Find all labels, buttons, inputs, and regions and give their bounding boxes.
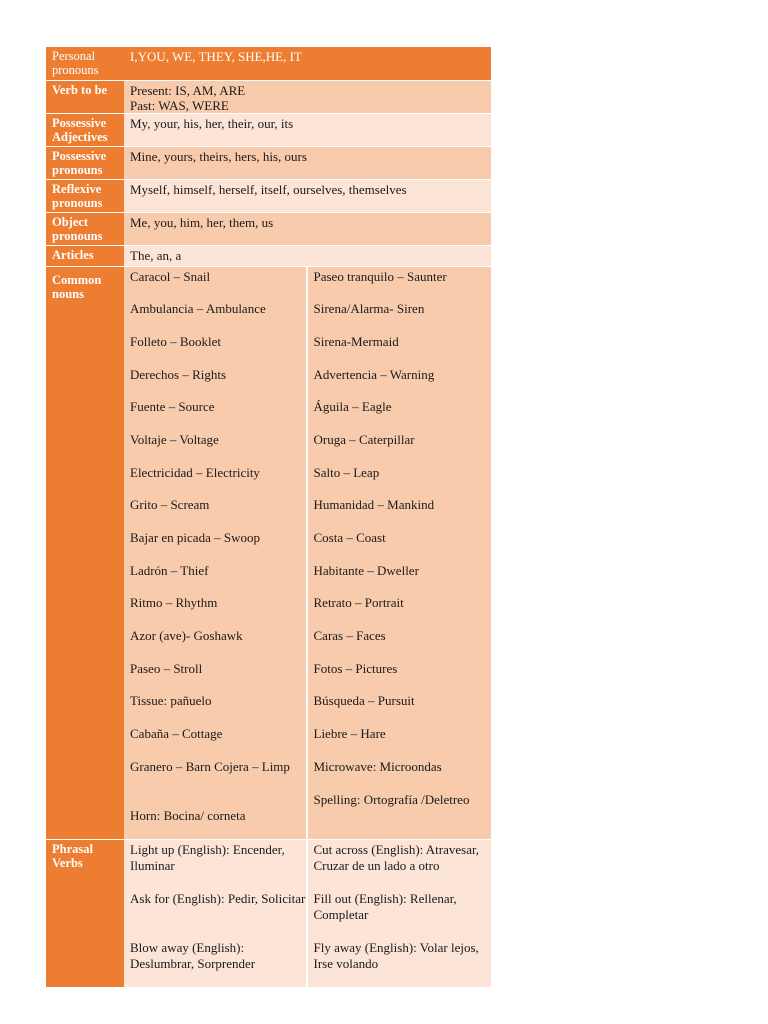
list-item: Ask for (English): Pedir, Solicitar	[130, 891, 306, 906]
verb-to-be-past: Past: WAS, WERE	[130, 97, 229, 113]
list-item: Habitante – Dweller	[313, 562, 419, 578]
value-verb-to-be	[124, 80, 491, 113]
label-verb-to-be: Verb to be	[46, 80, 124, 113]
list-item: Cut across (English): Atravesar, Cruzar de un lado a otro	[313, 842, 480, 873]
row-object-pronouns	[46, 212, 491, 245]
label-personal-pronouns: Personal pronouns	[46, 47, 124, 80]
row-possessive-pronouns	[46, 146, 491, 179]
phrasal-verbs-right-column	[308, 840, 492, 987]
list-item: Light up (English): Encender, Iluminar	[130, 842, 285, 873]
common-nouns-cell	[124, 266, 491, 840]
list-item: Spelling: Ortografía /Deletreo	[313, 791, 470, 807]
list-item: Granero – Barn Cojera – Limp	[130, 758, 290, 774]
common-nouns-columns	[124, 267, 491, 840]
list-item: Cabaña – Cottage	[130, 726, 223, 742]
list-item: Fuente – Source	[130, 399, 215, 415]
list-item: Salto – Leap	[313, 464, 380, 480]
list-item: Tissue: pañuelo	[130, 693, 212, 709]
phrasal-verbs-left-column	[124, 840, 308, 987]
phrasal-verbs-cell	[124, 840, 491, 988]
list-item: Sirena-Mermaid	[313, 333, 399, 349]
list-item: Retrato – Portrait	[313, 595, 404, 611]
list-item: Microwave: Microondas	[313, 758, 442, 774]
value-object-pronouns: Me, you, him, her, them, us	[124, 212, 491, 245]
list-item: Blow away (English): Deslumbrar, Sorprender	[130, 940, 256, 971]
list-item: Fly away (English): Volar lejos, Irse volando	[313, 940, 479, 971]
row-common-nouns	[46, 266, 491, 840]
list-item: Ambulancia – Ambulance	[130, 301, 266, 317]
list-item: Paseo – Stroll	[130, 660, 203, 676]
row-verb-to-be	[46, 80, 491, 113]
value-reflexive-pronouns: Myself, himself, herself, itself, ourselves, themselves	[124, 179, 491, 212]
label-object-pronouns: Object pronouns	[46, 212, 124, 245]
list-item: Advertencia – Warning	[313, 366, 435, 382]
value-possessive-pronouns: Mine, yours, theirs, hers, his, ours	[124, 146, 491, 179]
list-item: Derechos – Rights	[130, 366, 227, 382]
list-item: Horn: Bocina/ corneta	[130, 808, 246, 824]
verb-to-be-present: Present: IS, AM, ARE	[130, 82, 246, 98]
label-common-nouns: Common nouns	[46, 266, 124, 840]
value-personal-pronouns: I,YOU, WE, THEY, SHE,HE, IT	[124, 47, 491, 80]
value-articles: The, an, a	[124, 245, 491, 266]
row-reflexive-pronouns	[46, 179, 491, 212]
list-item: Ritmo – Rhythm	[130, 595, 218, 611]
list-item: Electricidad – Electricity	[130, 464, 260, 480]
list-item: Paseo tranquilo – Saunter	[313, 268, 447, 284]
row-personal-pronouns	[46, 47, 491, 80]
list-item: Caras – Faces	[313, 628, 386, 644]
list-item: Humanidad – Mankind	[313, 497, 435, 513]
list-item: Búsqueda – Pursuit	[313, 693, 415, 709]
phrasal-verbs-columns	[124, 840, 491, 987]
label-reflexive-pronouns: Reflexive pronouns	[46, 179, 124, 212]
list-item: Voltaje – Voltage	[130, 431, 219, 447]
row-possessive-adjectives	[46, 113, 491, 146]
label-articles: Articles	[46, 245, 124, 266]
label-phrasal-verbs: Phrasal Verbs	[46, 840, 124, 988]
common-nouns-right-column	[308, 267, 492, 840]
value-possessive-adjectives: My, your, his, her, their, our, its	[124, 113, 491, 146]
label-possessive-adjectives: Possessive Adjectives	[46, 113, 124, 146]
list-item: Águila – Eagle	[313, 399, 392, 415]
grammar-table	[46, 47, 491, 988]
row-articles	[46, 245, 491, 266]
list-item: Azor (ave)- Goshawk	[130, 628, 243, 644]
row-phrasal-verbs	[46, 840, 491, 988]
label-possessive-pronouns: Possessive pronouns	[46, 146, 124, 179]
list-item: Liebre – Hare	[313, 726, 386, 742]
list-item: Folleto – Booklet	[130, 333, 221, 349]
list-item: Costa – Coast	[313, 530, 386, 545]
list-item: Fill out (English): Rellenar, Completar	[313, 891, 457, 922]
list-item: Ladrón – Thief	[130, 562, 209, 578]
list-item: Fotos – Pictures	[313, 660, 398, 676]
list-item: Bajar en picada – Swoop	[130, 530, 260, 545]
list-item: Oruga – Caterpillar	[313, 431, 415, 447]
list-item: Caracol – Snail	[130, 268, 211, 284]
list-item: Sirena/Alarma- Siren	[313, 301, 425, 317]
list-item: Grito – Scream	[130, 497, 210, 513]
common-nouns-left-column	[124, 267, 308, 840]
